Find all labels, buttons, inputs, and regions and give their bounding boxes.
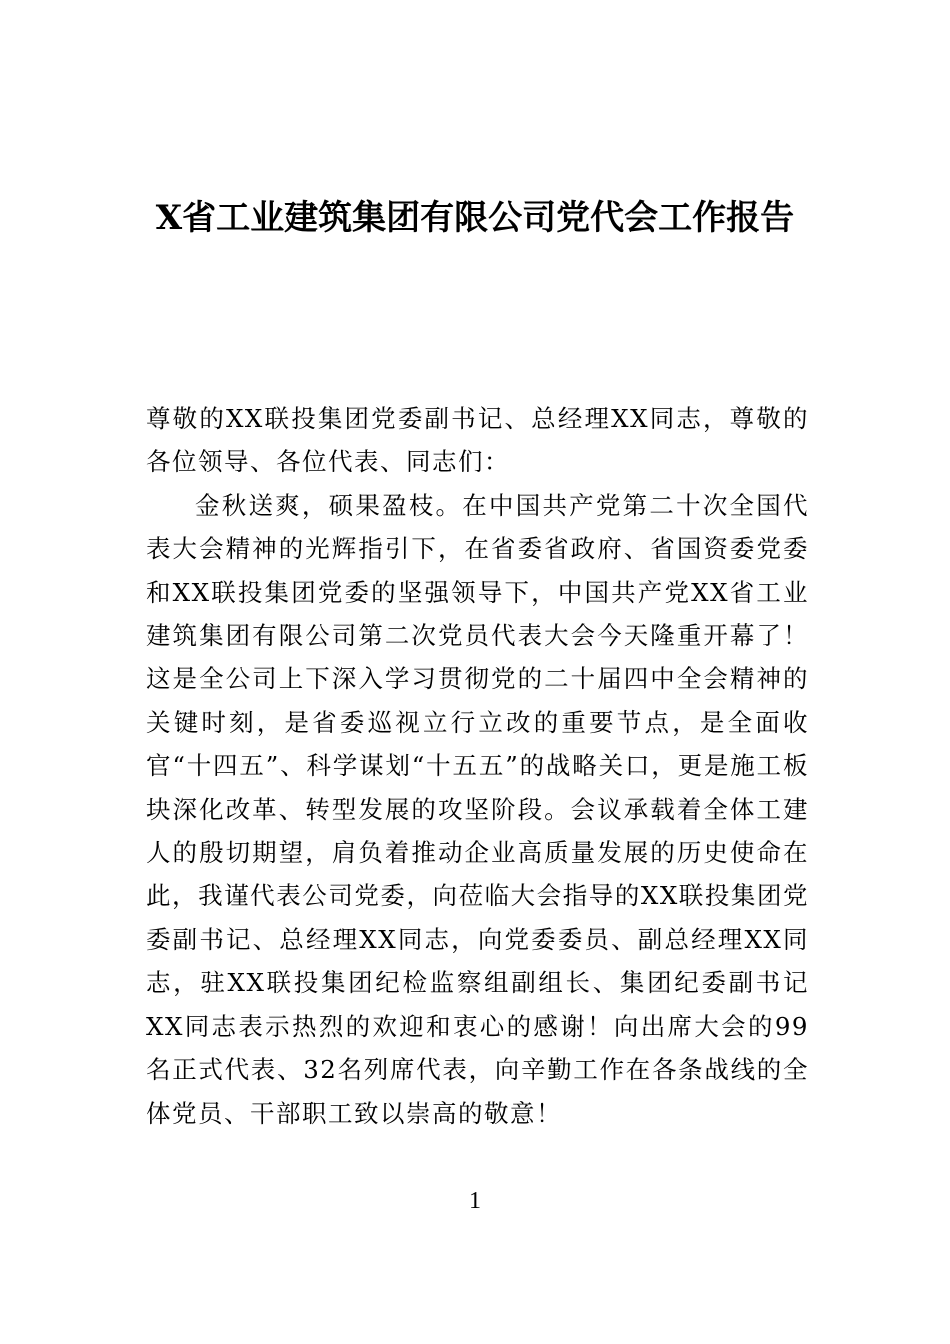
document-body — [146, 397, 809, 1135]
page-number: 1 — [469, 1188, 481, 1214]
document-title: X省工业建筑集团有限公司党代会工作报告 — [155, 198, 795, 238]
salutation: 尊敬的XX联投集团党委副书记、总经理XX同志，尊敬的各位领导、各位代表、同志们： — [146, 404, 809, 477]
body-paragraph: 金秋送爽，硕果盈枝。在中国共产党第二十次全国代表大会精神的光辉指引下，在省委省政府、省国资委党委和XX联投集团党委的坚强领导下，中国共产党XX省工业建筑集团有限公司第二次党员代表大会今天隆重开幕了！这是全公司上下深入学习贯彻党的二十届四中全会精神的关键时刻，是省委巡视立行立改的重要节点，是全面收官“十四五”、科学谋划“十五五”的战略关口，更是施工板块深化改革、转型发展的攻坚阶段。会议承载着全体工建人的殷切期望，肩负着推动企业高质量发展的历史使命在此，我谨代表公司党委，向莅临大会指导的XX联投集团党委副书记、总经理XX同志，向党委委员、副总经理XX同志，驻XX联投集团纪检监察组副组长、集团纪委副书记XX同志表示热烈的欢迎和衷心的感谢！向出席大会的99名正式代表、32名列席代表，向辛勤工作在各条战线的全体党员、干部职工致以崇高的敬意！ — [146, 490, 809, 1128]
